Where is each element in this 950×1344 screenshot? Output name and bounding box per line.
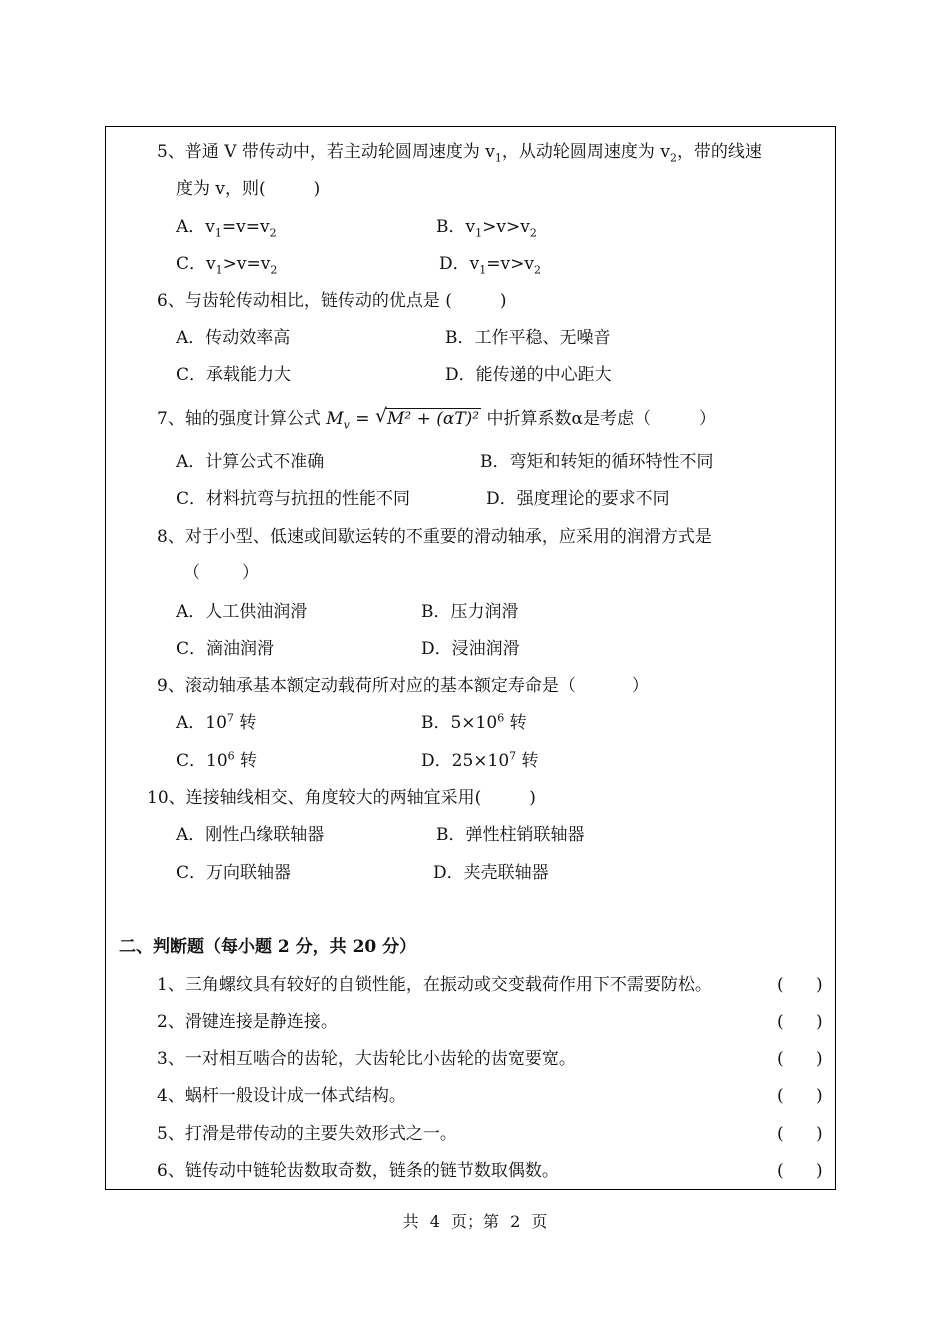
q10-option-c[interactable]: C．万向联轴器 (176, 863, 292, 883)
q5-option-d[interactable] (439, 253, 541, 275)
q5-d-mid: =v>v (486, 254, 534, 274)
judge-item-2: 2、滑键连接是静连接。 (157, 1012, 338, 1032)
q9-d-text: D．25×10 (421, 751, 510, 771)
radical-sign-icon: √ (374, 405, 388, 427)
q5-stem-part3: ，带的线速 (676, 142, 762, 162)
q5-sub2: 2 (669, 151, 677, 165)
q5-b-mid: >v>v (482, 217, 530, 237)
q5-a-mid: =v=v (221, 217, 270, 237)
q10-option-a[interactable]: A．刚性凸缘联轴器 (176, 825, 325, 845)
q9-a-text: A．10 (176, 713, 227, 733)
q5-c-mid: >v=v (222, 254, 271, 274)
q5-sub1: 1 (494, 151, 502, 165)
q5-a-sub2: 2 (269, 226, 277, 240)
q5-c-text: C．v (176, 254, 216, 274)
q8-open-paren: （ (183, 563, 200, 583)
q10-close-paren: ) (529, 788, 536, 808)
q5-option-c[interactable] (176, 253, 277, 275)
q5-d-sub2: 2 (533, 263, 541, 277)
q5-c-sub2: 2 (270, 263, 278, 277)
judge-answer-3[interactable]: ( ) (777, 1049, 823, 1069)
judge-answer-1[interactable]: ( ) (777, 975, 823, 995)
q5-b-sub1: 1 (475, 226, 483, 240)
q9-b-exp: 6 (497, 711, 505, 725)
q7-stem-part1: 7、轴的强度计算公式 (157, 409, 321, 429)
q9-stem (157, 675, 649, 697)
q7-stem (157, 405, 716, 432)
q8-option-b[interactable]: B．压力润滑 (421, 602, 519, 622)
q6-stem (157, 290, 507, 312)
judge-item-6: 6、链传动中链轮齿数取奇数，链条的链节数取偶数。 (157, 1161, 559, 1181)
q7-stem-part2: 中折算系数α是考虑（ (486, 409, 651, 429)
formula-equals: = (349, 409, 375, 429)
judge-item-3: 3、一对相互啮合的齿轮，大齿轮比小齿轮的齿宽要宽。 (157, 1049, 576, 1069)
q5-d-sub1: 1 (479, 263, 487, 277)
formula-lhs-sub: v (343, 418, 350, 432)
q9-option-c[interactable] (176, 750, 257, 772)
q9-option-b[interactable] (421, 712, 527, 734)
q9-c-exp: 6 (227, 749, 235, 763)
formula-lhs: M (326, 409, 344, 429)
judge-item-5: 5、打滑是带传动的主要失效形式之一。 (157, 1124, 457, 1144)
judge-answer-4[interactable]: ( ) (777, 1086, 823, 1106)
q5-d-text: D．v (439, 254, 480, 274)
q6-option-b[interactable]: B．工作平稳、无噪音 (445, 328, 611, 348)
q6-stem-text: 6、与齿轮传动相比，链传动的优点是 ( (157, 291, 452, 311)
formula-radicand: M² + (αT)² (386, 409, 480, 429)
q5-option-a[interactable] (176, 216, 277, 238)
q9-d-unit: 转 (516, 751, 539, 771)
section-2-title: 二、判断题（每小题 2 分，共 20 分） (119, 937, 417, 957)
q5-stem (157, 141, 762, 163)
q5-b-sub2: 2 (529, 226, 537, 240)
judge-answer-2[interactable]: ( ) (777, 1012, 823, 1032)
q9-option-a[interactable] (176, 712, 256, 734)
q5-a-text: A．v (176, 217, 215, 237)
q9-c-unit: 转 (234, 751, 258, 771)
q9-b-unit: 转 (504, 713, 527, 733)
q10-stem (147, 787, 536, 809)
q7-option-c[interactable]: C．材料抗弯与抗扭的性能不同 (176, 489, 411, 509)
q5-a-sub1: 1 (214, 226, 222, 240)
page-footer: 共 4 页；第 2 页 (402, 1212, 548, 1231)
q5-stem-part2: ，从动轮圆周速度为 v (501, 142, 670, 162)
q9-a-exp: 7 (226, 711, 234, 725)
q5-option-b[interactable] (436, 216, 537, 238)
q6-option-a[interactable]: A．传动效率高 (176, 328, 291, 348)
q7-close-paren: ） (699, 409, 716, 429)
strength-formula (326, 405, 481, 432)
q5-stem-cont (176, 178, 320, 200)
q8-stem-cont (183, 562, 259, 584)
q9-close-paren: ） (631, 676, 649, 696)
q6-option-d[interactable]: D．能传递的中心距大 (445, 365, 612, 385)
q8-close-paren: ） (242, 563, 259, 583)
q8-option-d[interactable]: D．浸油润滑 (421, 639, 520, 659)
q9-c-text: C．10 (176, 751, 228, 771)
q9-a-unit: 转 (233, 713, 257, 733)
q8-option-a[interactable]: A．人工供油润滑 (176, 602, 308, 622)
judge-answer-5[interactable]: ( ) (777, 1124, 823, 1144)
q10-option-d[interactable]: D．夹壳联轴器 (433, 863, 549, 883)
q5-c-sub1: 1 (215, 263, 223, 277)
judge-answer-6[interactable]: ( ) (777, 1161, 823, 1181)
q8-option-c[interactable]: C．滴油润滑 (176, 639, 275, 659)
q5-close-paren: ) (313, 179, 321, 199)
q7-option-b[interactable]: B．弯矩和转矩的循环特性不同 (480, 452, 714, 472)
q10-option-b[interactable]: B．弹性柱销联轴器 (436, 825, 585, 845)
sqrt-radical (374, 405, 481, 430)
judge-item-1: 1、三角螺纹具有较好的自锁性能，在振动或交变载荷作用下不需要防松。 (157, 975, 712, 995)
q8-stem: 8、对于小型、低速或间歇运转的不重要的滑动轴承，应采用的润滑方式是 (157, 527, 712, 547)
q9-stem-text: 9、滚动轴承基本额定动载荷所对应的基本额定寿命是（ (157, 676, 576, 696)
q9-b-text: B．5×10 (421, 713, 498, 733)
q7-option-d[interactable]: D．强度理论的要求不同 (486, 489, 670, 509)
q6-option-c[interactable]: C．承载能力大 (176, 365, 292, 385)
q5-stem-part1: 5、普通 V 带传动中，若主动轮圆周速度为 v (157, 142, 495, 162)
q9-option-d[interactable] (421, 750, 539, 772)
q5-stem-part4: 度为 v，则( (176, 179, 266, 199)
q10-stem-text: 10、连接轴线相交、角度较大的两轴宜采用( (147, 788, 482, 808)
q5-b-text: B．v (436, 217, 476, 237)
q6-close-paren: ) (499, 291, 507, 311)
q7-option-a[interactable]: A．计算公式不准确 (176, 452, 325, 472)
judge-item-4: 4、蜗杆一般设计成一体式结构。 (157, 1086, 406, 1106)
q9-d-exp: 7 (509, 749, 517, 763)
